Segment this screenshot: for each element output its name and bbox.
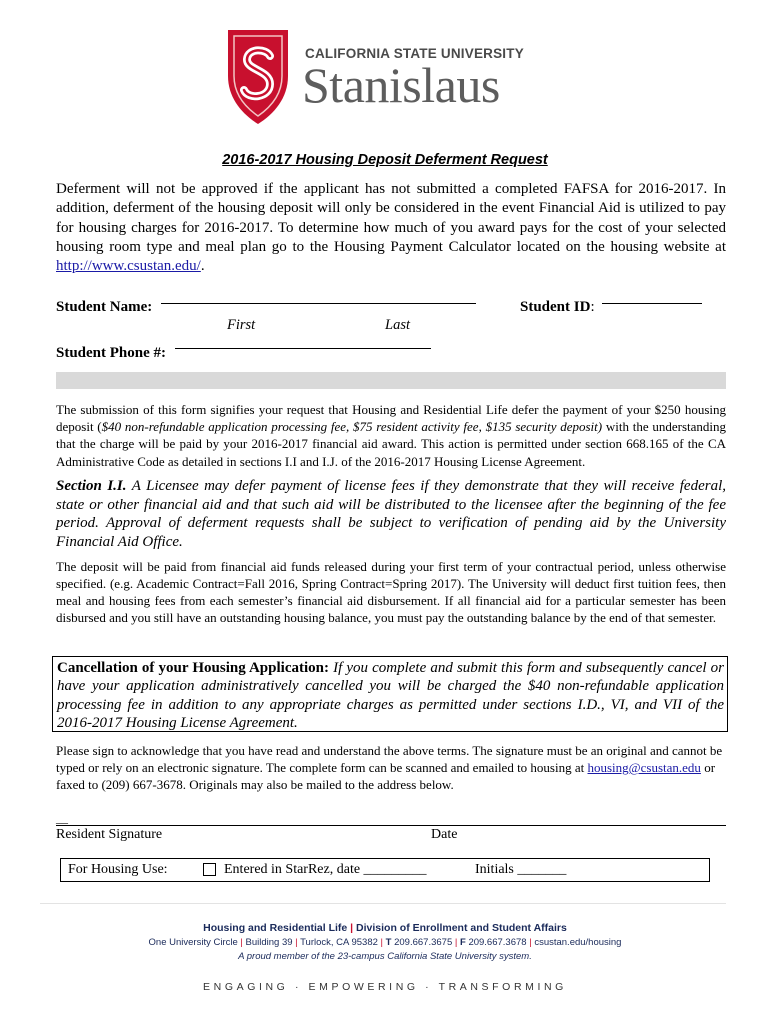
starrez-checkbox[interactable]: [203, 863, 216, 876]
footer-fax: 209.667.3678: [468, 937, 527, 948]
student-name-label: Student Name:: [56, 299, 153, 315]
sign-instructions-text-b: or faxed to (209) 667-3678. Originals may also be mailed to the address below.: [56, 760, 716, 793]
submission-text-a: The submission of this form signifies your request that Housing and Residential Life defer the payment of your $250 housing deposit (: [56, 402, 726, 435]
student-phone-field[interactable]: [175, 347, 431, 349]
logo-csu-text: CALIFORNIA STATE UNIVERSITY: [305, 46, 524, 61]
logo-stanislaus-text: Stanislaus: [302, 57, 500, 113]
housing-website-link[interactable]: http://www.csustan.edu/: [56, 258, 201, 275]
intro-end: .: [200, 258, 205, 275]
footer-separator: |: [350, 922, 354, 934]
footer-tagline: A proud member of the 23-campus California State University system.: [238, 951, 532, 962]
footer-fax-label: F: [459, 937, 466, 948]
page-title: 2016-2017 Housing Deposit Deferment Request: [222, 152, 548, 168]
csu-stanislaus-shield-icon: [226, 26, 290, 126]
footer-separator: |: [454, 937, 458, 948]
footer-building: Building 39: [245, 937, 293, 948]
footer-rule: [40, 903, 726, 904]
resident-signature-label: Resident Signature: [56, 827, 163, 842]
footer-department: [0, 922, 770, 934]
section-ii-text: A Licensee may defer payment of license fees if they demonstrate that they will receive federal, state or other financial aid and that such aid will be distributed to the licensee after the beginning of the fee period. Approval of deferment requests shall be subject to verification of pending aid by the University Financial Aid Office.: [56, 478, 727, 550]
footer-contact: [0, 937, 770, 948]
cancellation-notice-box: [52, 656, 728, 732]
footer-motto: ENGAGING · EMPOWERING · TRANSFORMING: [203, 981, 567, 993]
initials-field[interactable]: Initials _______: [475, 862, 567, 877]
last-name-label: Last: [385, 317, 410, 333]
signature-dash: __: [56, 811, 68, 825]
footer-phone-label: T: [385, 937, 392, 948]
section-ii-heading: Section I.I.: [56, 478, 127, 494]
submission-text-b: with the understanding that the charge will be paid by your 2016-2017 financial aid award. This action is permitted under section 668.165 of the CA Administrative Code as detailed in sections I.I and I.J. of the 2016-2017 Housing License Agreement.: [56, 419, 726, 469]
date-label: Date: [431, 827, 458, 842]
university-logo: [226, 26, 526, 126]
deposit-paragraph: The deposit will be paid from financial aid funds released during your first term of your contractual period, unless otherwise specified. (e.g. Academic Contract=Fall 2016, Spring Contract=Spring 2017). The University will deduct first tuition fees, then meal and housing fees from each semester’s financial aid disbursement. If all financial aid for a particular semester has been disbursed and you still have an outstanding housing balance, you must pay the outstanding balance by the end of that semester.: [56, 559, 726, 625]
footer-separator: |: [240, 937, 243, 948]
signature-line[interactable]: [56, 825, 726, 826]
footer-phone: 209.667.3675: [394, 937, 453, 948]
housing-use-box: [60, 858, 710, 882]
housing-use-label: For Housing Use:: [68, 862, 168, 877]
student-phone-label: Student Phone #:: [56, 345, 167, 361]
footer-address: One University Circle: [148, 937, 238, 948]
fee-breakdown-text: $40 non-refundable application processing fee, $75 resident activity fee, $135 security deposit): [101, 419, 603, 435]
footer-dept-name: Housing and Residential Life: [203, 922, 348, 934]
student-name-field[interactable]: [161, 302, 476, 304]
cancellation-heading: Cancellation of your Housing Application:: [57, 660, 329, 676]
housing-email-link[interactable]: housing@csustan.edu: [587, 760, 701, 776]
footer-separator: |: [380, 937, 384, 948]
first-name-label: First: [227, 317, 256, 333]
cancellation-text: If you complete and submit this form and subsequently cancel or have your application administratively cancelled you will be charged the $40 non-refundable application processing fee in addition to any appropriate charges as permitted under sections I.D., VI, and VII of the 2016-2017 Housing License Agreement.: [57, 660, 725, 731]
student-id-label-text: Student ID: [520, 299, 591, 315]
footer-separator: |: [295, 937, 298, 948]
footer-website: csustan.edu/housing: [534, 937, 622, 948]
intro-paragraph: [56, 180, 726, 276]
footer-separator: |: [529, 937, 532, 948]
section-ii-paragraph: [56, 477, 726, 551]
submission-paragraph: [56, 401, 726, 470]
footer-division: Division of Enrollment and Student Affairs: [356, 922, 567, 934]
section-divider-bar: [56, 372, 726, 389]
student-id-label: [520, 299, 595, 316]
student-id-field[interactable]: [602, 302, 702, 304]
starrez-date-field[interactable]: Entered in StarRez, date _________: [224, 862, 427, 877]
intro-text: Deferment will not be approved if the applicant has not submitted a completed FAFSA for 2016-2017. In addition, deferment of the housing deposit will only be considered in the event Financial Aid is utilized to pay for housing charges for 2016-2017. To determine how much of you award pays for the cost of your selected housing room type and meal plan go to the Housing Payment Calculator located on the housing website at: [56, 181, 726, 255]
student-id-colon: :: [590, 299, 595, 315]
sign-instructions-text-a: Please sign to acknowledge that you have read and understand the above terms. The signature must be an original and cannot be typed or rely on an electronic signature. The complete form can be scanned and emailed to housing at: [56, 743, 723, 776]
footer-city: Turlock, CA 95382: [300, 937, 378, 948]
signature-instructions-paragraph: [56, 742, 726, 794]
